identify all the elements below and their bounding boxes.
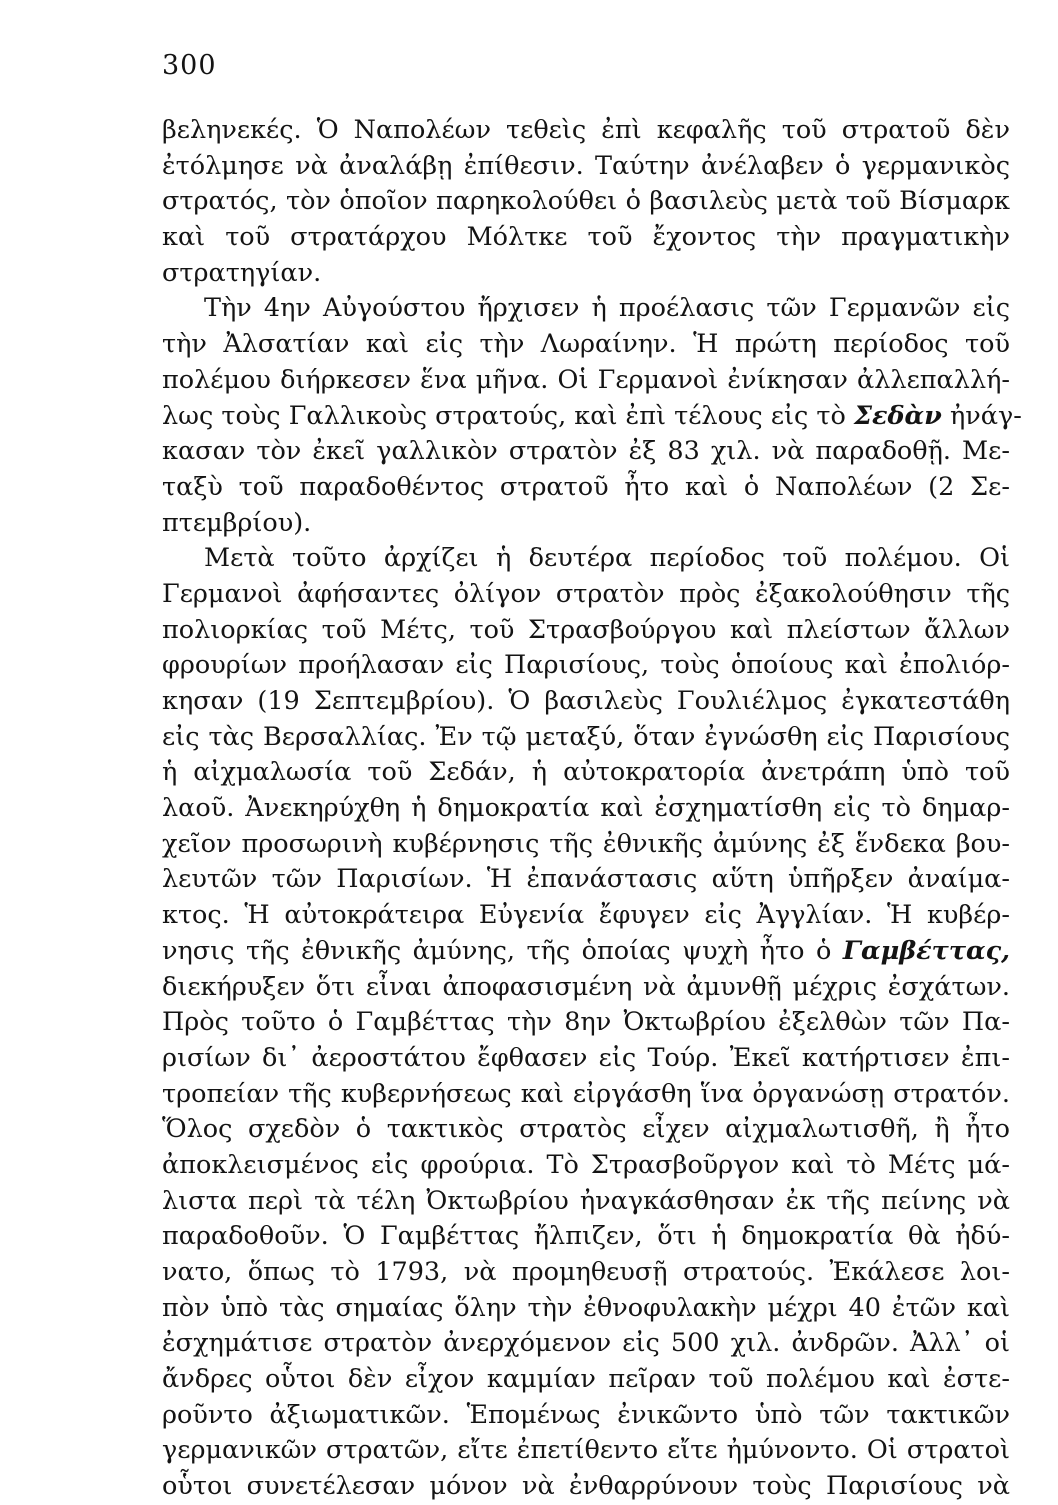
text-line: ρισίων δι᾿ ἀεροστάτου ἔφθασεν εἰς Τούρ. Ἐκεῖ κατήρτισεν ἐπι- bbox=[162, 1042, 1010, 1073]
text-line: πολέμου διήρκεσεν ἕνα μῆνα. Οἱ Γερμανοὶ ἐνίκησαν ἀλλεπαλλή- bbox=[162, 364, 1010, 395]
text-line: φρουρίων προήλασαν εἰς Παρισίους, τοὺς ὁποίους καὶ ἐπολιόρ- bbox=[162, 650, 1010, 681]
text-line: ἡ αἰχμαλωσία τοῦ Σεδάν, ἡ αὐτοκρατορία ἀνετράπη ὑπὸ τοῦ bbox=[162, 757, 1010, 788]
body-text bbox=[162, 113, 1022, 1505]
text-line: τὴν Ἀλσατίαν καὶ εἰς τὴν Λωραίνην. Ἡ πρώτη περίοδος τοῦ bbox=[162, 329, 1010, 360]
emphasis-sedan: Σεδὰν bbox=[853, 400, 942, 431]
text-line: οὗτοι συνετέλεσαν μόνον νὰ ἐνθαρρύνουν τοὺς Παρισίους νὰ bbox=[162, 1471, 1010, 1502]
text-line: λιστα περὶ τὰ τέλη Ὀκτωβρίου ἠναγκάσθησαν ἐκ τῆς πείνης νὰ bbox=[162, 1185, 1010, 1216]
text-line: κησαν (19 Σεπτεμβρίου). Ὁ βασιλεὺς Γουλιέλμος ἐγκατεστάθη bbox=[162, 686, 1010, 716]
text-line: πτεμβρίου). bbox=[162, 507, 312, 538]
text-line: στρατηγίαν. bbox=[162, 257, 322, 288]
text-line: τροπείαν τῆς κυβερνήσεως καὶ εἰργάσθη ἵνα ὀργανώσῃ στρατόν. bbox=[162, 1078, 1010, 1109]
text-line bbox=[162, 399, 1022, 435]
text-line: Ὅλος σχεδὸν ὁ τακτικὸς στρατὸς εἶχεν αἰχμαλωτισθῆ, ἢ ἦτο bbox=[162, 1114, 1010, 1145]
text-line: κτος. Ἡ αὐτοκράτειρα Εὐγενία ἔφυγεν εἰς Ἀγγλίαν. Ἡ κυβέρ- bbox=[162, 900, 1010, 931]
text-line: Γερμανοὶ ἀφήσαντες ὀλίγον στρατὸν πρὸς ἐξακολούθησιν τῆς bbox=[162, 578, 1010, 609]
text-segment: νησις τῆς ἐθνικῆς ἀμύνης, τῆς ὁποίας ψυχὴ ἦτο ὁ bbox=[162, 935, 832, 966]
text-line: στρατός, τὸν ὁποῖον παρηκολούθει ὁ βασιλεὺς μετὰ τοῦ Βίσμαρκ bbox=[162, 186, 1010, 217]
text-line: βεληνεκές. Ὁ Ναπολέων τεθεὶς ἐπὶ κεφαλῆς τοῦ στρατοῦ δὲν bbox=[162, 115, 1010, 145]
text-line bbox=[162, 934, 1010, 970]
text-line: ροῦντο ἀξιωματικῶν. Ἑπομένως ἐνικῶντο ὑπὸ τῶν τακτικῶν bbox=[162, 1399, 1010, 1430]
text-line: λαοῦ. Ἀνεκηρύχθη ἡ δημοκρατία καὶ ἐσχηματίσθη εἰς τὸ δημαρ- bbox=[162, 793, 1010, 824]
text-line: Τὴν 4ην Αὐγούστου ἤρχισεν ἡ προέλασις τῶν Γερμανῶν εἰς bbox=[204, 293, 1010, 324]
text-line: πολιορκίας τοῦ Μέτς, τοῦ Στρασβούργου καὶ πλείστων ἄλλων bbox=[162, 614, 1010, 645]
text-segment: λως τοὺς Γαλλικοὺς στρατούς, καὶ ἐπὶ τέλους εἰς τὸ bbox=[162, 400, 846, 431]
text-line: ἐσχημάτισε στρατὸν ἀνερχόμενον εἰς 500 χιλ. ἀνδρῶν. Ἀλλ᾿ οἱ bbox=[162, 1328, 1010, 1359]
text-line: διεκήρυξεν ὅτι εἶναι ἀποφασισμένη νὰ ἀμυνθῇ μέχρις ἐσχάτων. bbox=[162, 971, 1010, 1002]
text-line: ἐτόλμησε νὰ ἀναλάβῃ ἐπίθεσιν. Ταύτην ἀνέλαβεν ὁ γερμανικὸς bbox=[162, 150, 1010, 181]
text-line: καὶ τοῦ στρατάρχου Μόλτκε τοῦ ἔχοντος τὴν πραγματικὴν bbox=[162, 222, 1010, 253]
text-line: πὸν ὑπὸ τὰς σημαίας ὅλην τὴν ἐθνοφυλακὴν μέχρι 40 ἐτῶν καὶ bbox=[162, 1292, 1010, 1323]
page-number: 300 bbox=[162, 50, 217, 81]
text-line: ἀποκλεισμένος εἰς φρούρια. Τὸ Στρασβοῦργον καὶ τὸ Μέτς μά- bbox=[162, 1149, 1010, 1180]
text-line: νατο, ὅπως τὸ 1793, νὰ προμηθευσῇ στρατούς. Ἐκάλεσε λοι- bbox=[162, 1257, 1010, 1287]
text-line: λευτῶν τῶν Παρισίων. Ἡ ἐπανάστασις αὕτη ὑπῆρξεν ἀναίμα- bbox=[162, 864, 1010, 895]
text-line: χεῖον προσωρινὴ κυβέρνησις τῆς ἐθνικῆς ἀμύνης ἐξ ἕνδεκα βου- bbox=[162, 828, 1010, 859]
text-line: Πρὸς τοῦτο ὁ Γαμβέττας τὴν 8ην Ὀκτωβρίου ἐξελθὼν τῶν Πα- bbox=[162, 1007, 1010, 1038]
text-line: ἄνδρες οὗτοι δὲν εἶχον καμμίαν πεῖραν τοῦ πολέμου καὶ ἐστε- bbox=[162, 1364, 1010, 1395]
text-line: κασαν τὸν ἐκεῖ γαλλικὸν στρατὸν ἐξ 83 χιλ. νὰ παραδοθῇ. Με- bbox=[162, 436, 1010, 467]
text-line: εἰς τὰς Βερσαλλίας. Ἐν τῷ μεταξύ, ὅταν ἐγνώσθη εἰς Παρισίους bbox=[162, 721, 1010, 752]
text-line: Μετὰ τοῦτο ἀρχίζει ἡ δευτέρα περίοδος τοῦ πολέμου. Οἱ bbox=[204, 543, 1010, 574]
emphasis-gambettas: Γαμβέττας, bbox=[842, 935, 1011, 966]
text-line: ταξὺ τοῦ παραδοθέντος στρατοῦ ἦτο καὶ ὁ Ναπολέων (2 Σε- bbox=[162, 471, 1010, 502]
text-line: παραδοθοῦν. Ὁ Γαμβέττας ἤλπιζεν, ὅτι ἡ δημοκρατία θὰ ἠδύ- bbox=[162, 1221, 1010, 1252]
text-line: γερμανικῶν στρατῶν, εἴτε ἐπετίθεντο εἴτε ἠμύνοντο. Οἱ στρατοὶ bbox=[162, 1435, 1010, 1466]
text-segment: ἠνάγ- bbox=[949, 400, 1022, 431]
